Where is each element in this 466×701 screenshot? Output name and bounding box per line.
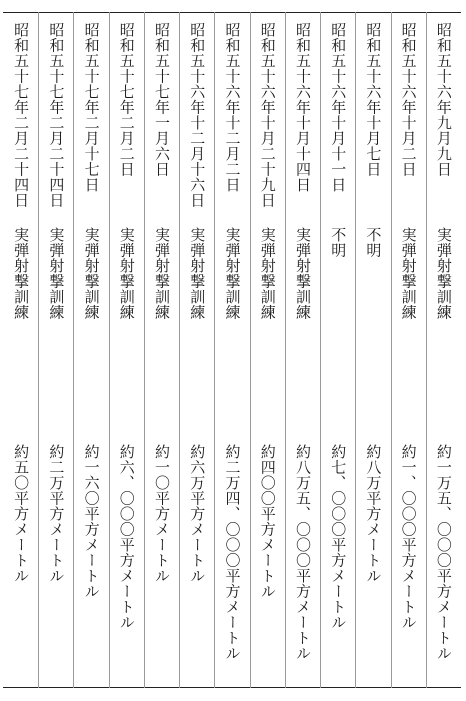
date-cell-text: 昭和五十六年九月九日 — [434, 22, 453, 177]
date-cell-text: 昭和五十七年二月十七日 — [82, 22, 101, 193]
table-bottom-rule — [3, 687, 461, 688]
date-cell — [215, 22, 249, 193]
area-cell-text: 約七、〇〇〇平方メートル — [329, 444, 348, 630]
purpose-cell-text: 実弾射撃訓練 — [82, 227, 101, 320]
purpose-cell — [321, 227, 355, 258]
date-cell — [180, 22, 214, 208]
purpose-cell — [356, 227, 390, 258]
date-cell-text: 昭和五十七年二月二日 — [117, 22, 136, 177]
date-cell — [39, 22, 73, 208]
area-cell-text: 約四〇〇平方メートル — [258, 444, 277, 599]
date-cell-text: 昭和五十七年一月六日 — [153, 22, 172, 177]
area-cell — [74, 444, 108, 599]
purpose-cell-text: 実弾射撃訓練 — [12, 227, 31, 320]
area-cell — [391, 444, 425, 630]
area-cell — [145, 444, 179, 584]
date-cell — [109, 22, 143, 177]
area-cell-text: 約一六〇平方メートル — [82, 444, 101, 599]
purpose-cell — [39, 227, 73, 320]
purpose-cell-text: 実弾射撃訓練 — [188, 227, 207, 320]
area-cell — [250, 444, 284, 599]
table-top-rule — [3, 12, 461, 13]
purpose-cell-text: 実弾射撃訓練 — [153, 227, 172, 320]
date-cell-text: 昭和五十六年十月七日 — [364, 22, 383, 177]
date-cell — [426, 22, 460, 177]
area-cell-text: 約八万五、〇〇〇平方メートル — [293, 444, 312, 661]
date-cell-text: 昭和五十六年十二月二日 — [223, 22, 242, 193]
area-cell — [356, 444, 390, 584]
purpose-cell-text: 実弾射撃訓練 — [293, 227, 312, 320]
fire-record-table — [3, 12, 461, 688]
date-cell-text: 昭和五十七年二月二十四日 — [47, 22, 66, 208]
area-cell — [180, 444, 214, 584]
area-cell-text: 約八万平方メートル — [364, 444, 383, 584]
area-cell-text: 約五〇平方メートル — [12, 444, 31, 584]
area-cell — [285, 444, 319, 661]
purpose-cell-text: 実弾射撃訓練 — [117, 227, 136, 320]
purpose-cell-text: 実弾射撃訓練 — [258, 227, 277, 320]
date-cell-text: 昭和五十六年十月二十九日 — [258, 22, 277, 208]
date-cell — [74, 22, 108, 193]
purpose-cell — [426, 227, 460, 320]
purpose-cell-text: 実弾射撃訓練 — [399, 227, 418, 320]
date-cell-text: 昭和五十六年十月二日 — [399, 22, 418, 177]
area-cell-text: 約六、〇〇〇平方メートル — [117, 444, 136, 630]
area-cell-text: 約一万五、〇〇〇平方メートル — [434, 444, 453, 661]
purpose-cell — [4, 227, 38, 320]
area-cell-text: 約二万四、〇〇〇平方メートル — [223, 444, 242, 661]
purpose-cell — [250, 227, 284, 320]
date-cell — [391, 22, 425, 177]
date-cell — [145, 22, 179, 177]
area-cell-text: 約六万平方メートル — [188, 444, 207, 584]
area-cell-text: 約一、〇〇〇平方メートル — [399, 444, 418, 630]
purpose-cell — [74, 227, 108, 320]
area-cell-text: 約二万平方メートル — [47, 444, 66, 584]
date-cell-text: 昭和五十六年十二月十六日 — [188, 22, 207, 208]
purpose-cell-text: 不明 — [364, 227, 383, 258]
area-cell — [4, 444, 38, 584]
area-cell — [109, 444, 143, 630]
purpose-cell-text: 実弾射撃訓練 — [434, 227, 453, 320]
purpose-cell — [145, 227, 179, 320]
area-cell — [215, 444, 249, 661]
date-cell — [356, 22, 390, 177]
area-cell — [39, 444, 73, 584]
date-cell-text: 昭和五十七年二月二十四日 — [12, 22, 31, 208]
purpose-cell — [215, 227, 249, 320]
date-cell — [321, 22, 355, 193]
purpose-cell-text: 実弾射撃訓練 — [223, 227, 242, 320]
date-cell-text: 昭和五十六年十月十四日 — [293, 22, 312, 193]
date-cell-text: 昭和五十六年十月十一日 — [329, 22, 348, 193]
area-cell-text: 約一〇平方メートル — [153, 444, 172, 584]
purpose-cell-text: 不明 — [329, 227, 348, 258]
purpose-cell — [285, 227, 319, 320]
purpose-cell — [391, 227, 425, 320]
area-cell — [426, 444, 460, 661]
purpose-cell-text: 実弾射撃訓練 — [47, 227, 66, 320]
area-cell — [321, 444, 355, 630]
purpose-cell — [109, 227, 143, 320]
date-cell — [285, 22, 319, 193]
date-cell — [250, 22, 284, 208]
date-cell — [4, 22, 38, 208]
purpose-cell — [180, 227, 214, 320]
